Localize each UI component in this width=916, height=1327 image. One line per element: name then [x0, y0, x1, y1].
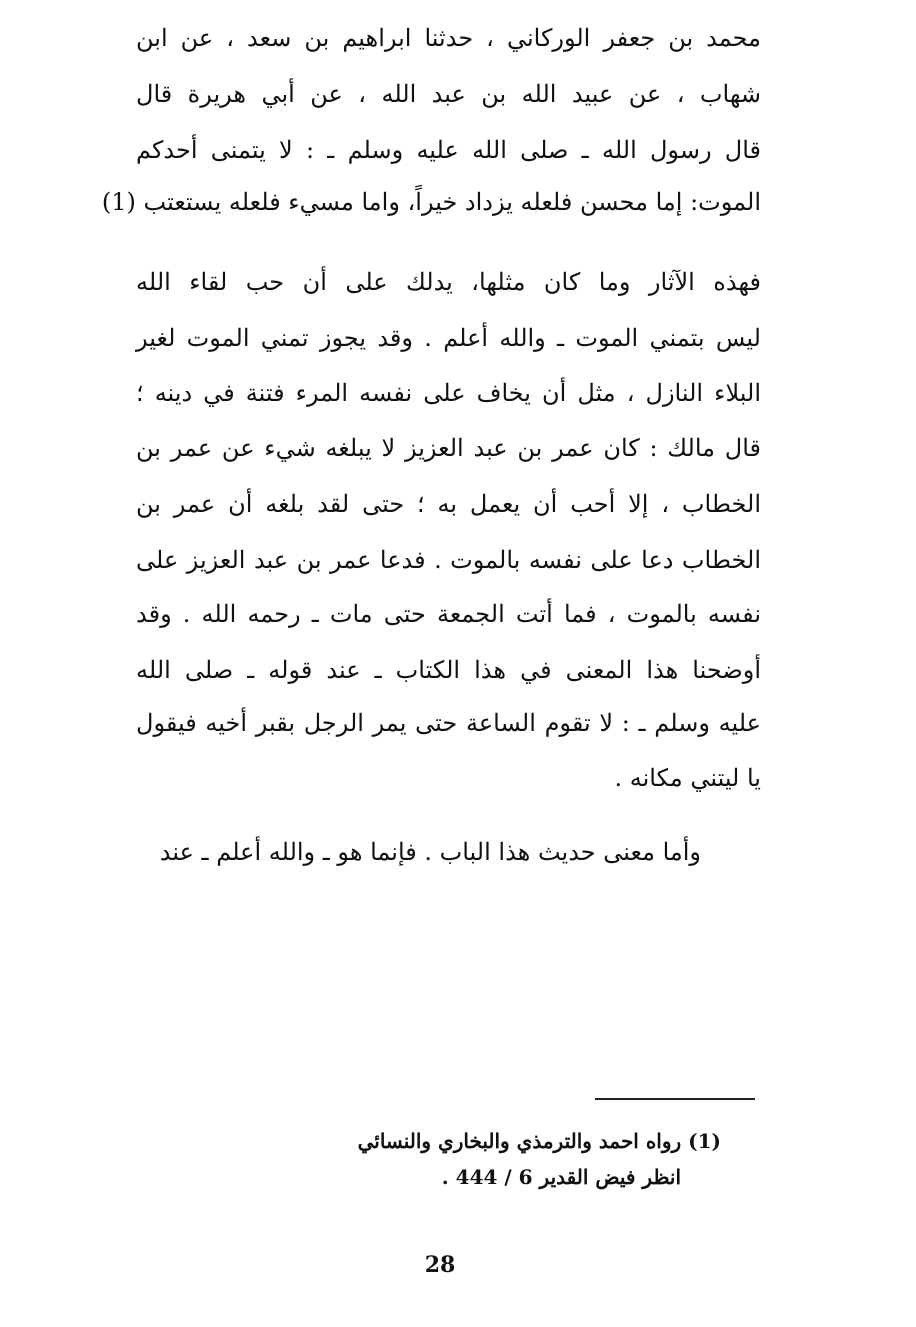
- text-line: ليس بتمني الموت ـ والله أعلم . وقد يجوز تمني الموت لغير: [136, 324, 761, 352]
- text-line: الخطاب دعا على نفسه بالموت . فدعا عمر بن عبد العزيز على: [136, 546, 761, 574]
- text-line: أوضحنا هذا المعنى في هذا الكتاب ـ عند قوله ـ صلى الله: [136, 656, 761, 684]
- text-line: الموت: إما محسن فلعله يزداد خيراً، واما مسيء فلعله يستعتب (1): [101, 188, 761, 216]
- text-line: محمد بن جعفر الوركاني ، حدثنا ابراهيم بن سعد ، عن ابن: [136, 24, 761, 52]
- text-line: نفسه بالموت ، فما أتت الجمعة حتى مات ـ رحمه الله . وقد: [136, 600, 761, 628]
- page-number: 28: [424, 1252, 456, 1278]
- text-line: الخطاب ، إلا أحب أن يعمل به ؛ حتى لقد بلغه أن عمر بن: [136, 490, 761, 518]
- text-line: فهذه الآثار وما كان مثلها، يدلك على أن حب لقاء الله: [136, 268, 761, 296]
- footnote-divider: [595, 1098, 755, 1100]
- text-line: قال رسول الله ـ صلى الله عليه وسلم ـ : لا يتمنى أحدكم: [136, 136, 761, 164]
- text-line: عليه وسلم ـ : لا تقوم الساعة حتى يمر الرجل بقبر أخيه فيقول: [136, 709, 761, 737]
- text-line: البلاء النازل ، مثل أن يخاف على نفسه المرء فتنة في دينه ؛: [136, 379, 761, 407]
- text-line: قال مالك : كان عمر بن عبد العزيز لا يبلغه شيء عن عمر بن: [136, 434, 761, 462]
- text-line: وأما معنى حديث هذا الباب . فإنما هو ـ والله أعلم ـ عند: [159, 838, 701, 866]
- footnote-line: (1) رواه احمد والترمذي والبخاري والنسائي: [357, 1129, 721, 1153]
- footnote-line: انظر فيض القدير 6 / 444 .: [441, 1165, 681, 1189]
- text-line: يا ليتني مكانه .: [614, 764, 761, 792]
- text-line: شهاب ، عن عبيد الله بن عبد الله ، عن أبي هريرة قال: [136, 80, 761, 108]
